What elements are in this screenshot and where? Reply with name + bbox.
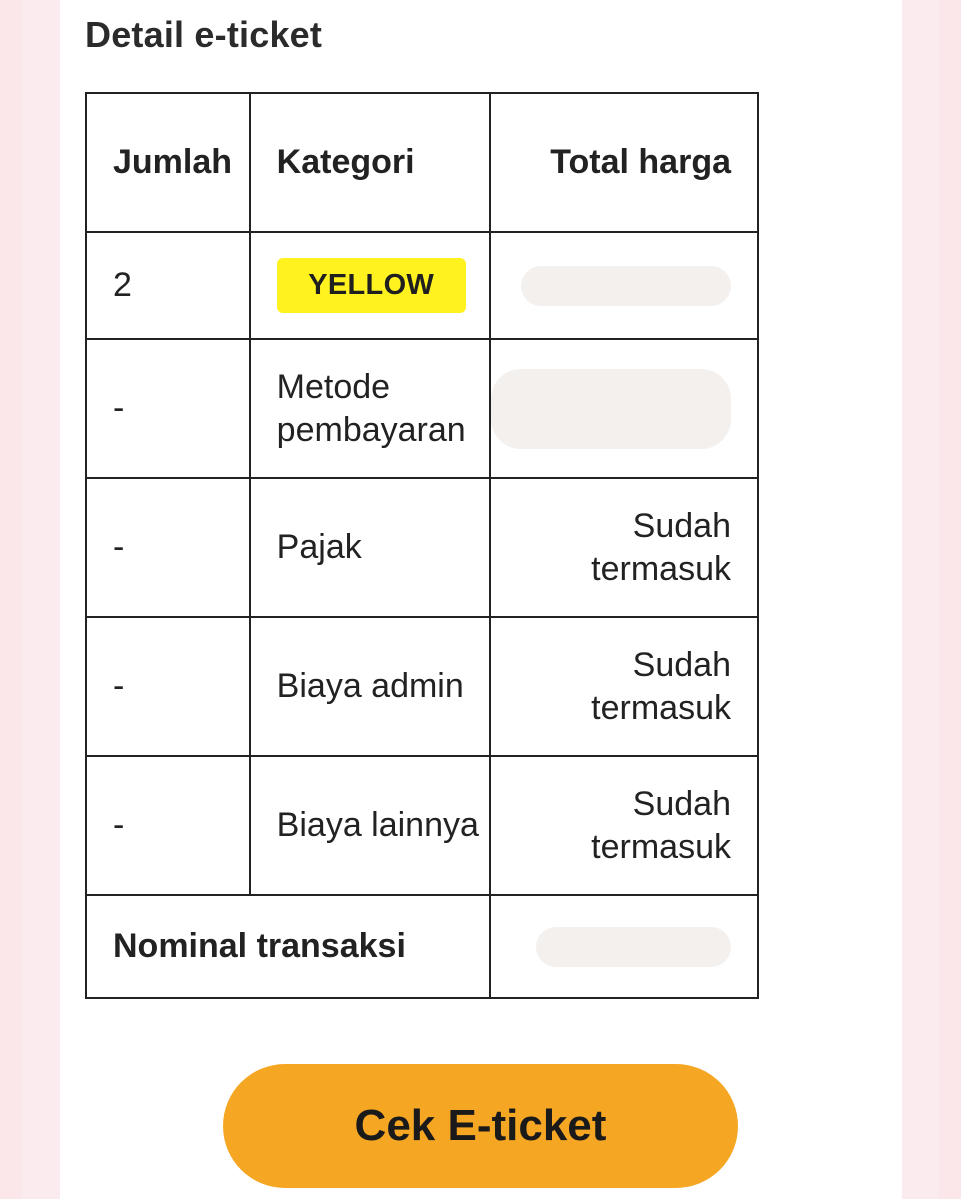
footer-label: Nominal transaksi (86, 895, 490, 998)
table-footer-row (86, 895, 758, 998)
row-qty: 2 (86, 232, 250, 339)
header-total: Total harga (490, 93, 758, 232)
row-total (490, 232, 758, 339)
row-qty: - (86, 339, 250, 478)
footer-value (490, 895, 758, 998)
row-total: Sudah termasuk (490, 478, 758, 617)
redacted-price (521, 266, 731, 306)
row-category: Pajak (250, 478, 490, 617)
row-total (490, 339, 758, 478)
row-category: Biaya lainnya (250, 756, 490, 895)
category-badge: YELLOW (277, 258, 466, 313)
table-row (86, 756, 758, 895)
row-category: Metode pembayaran (250, 339, 490, 478)
row-category (250, 232, 490, 339)
header-category: Kategori (250, 93, 490, 232)
table-row (86, 232, 758, 339)
header-qty: Jumlah (86, 93, 250, 232)
section-title: Detail e-ticket (85, 14, 323, 55)
redacted-transaction-amount (536, 927, 731, 967)
table-row (86, 478, 758, 617)
row-category: Biaya admin (250, 617, 490, 756)
page-edge-left (0, 0, 22, 1199)
table-row (86, 617, 758, 756)
eticket-detail-table (85, 92, 759, 999)
check-eticket-button[interactable]: Cek E-ticket (223, 1064, 738, 1188)
row-total: Sudah termasuk (490, 617, 758, 756)
redacted-payment-method (491, 369, 731, 449)
row-qty: - (86, 478, 250, 617)
row-qty: - (86, 756, 250, 895)
row-qty: - (86, 617, 250, 756)
table-header-row (86, 93, 758, 232)
table-row (86, 339, 758, 478)
row-total: Sudah termasuk (490, 756, 758, 895)
page-edge-right (939, 0, 961, 1199)
